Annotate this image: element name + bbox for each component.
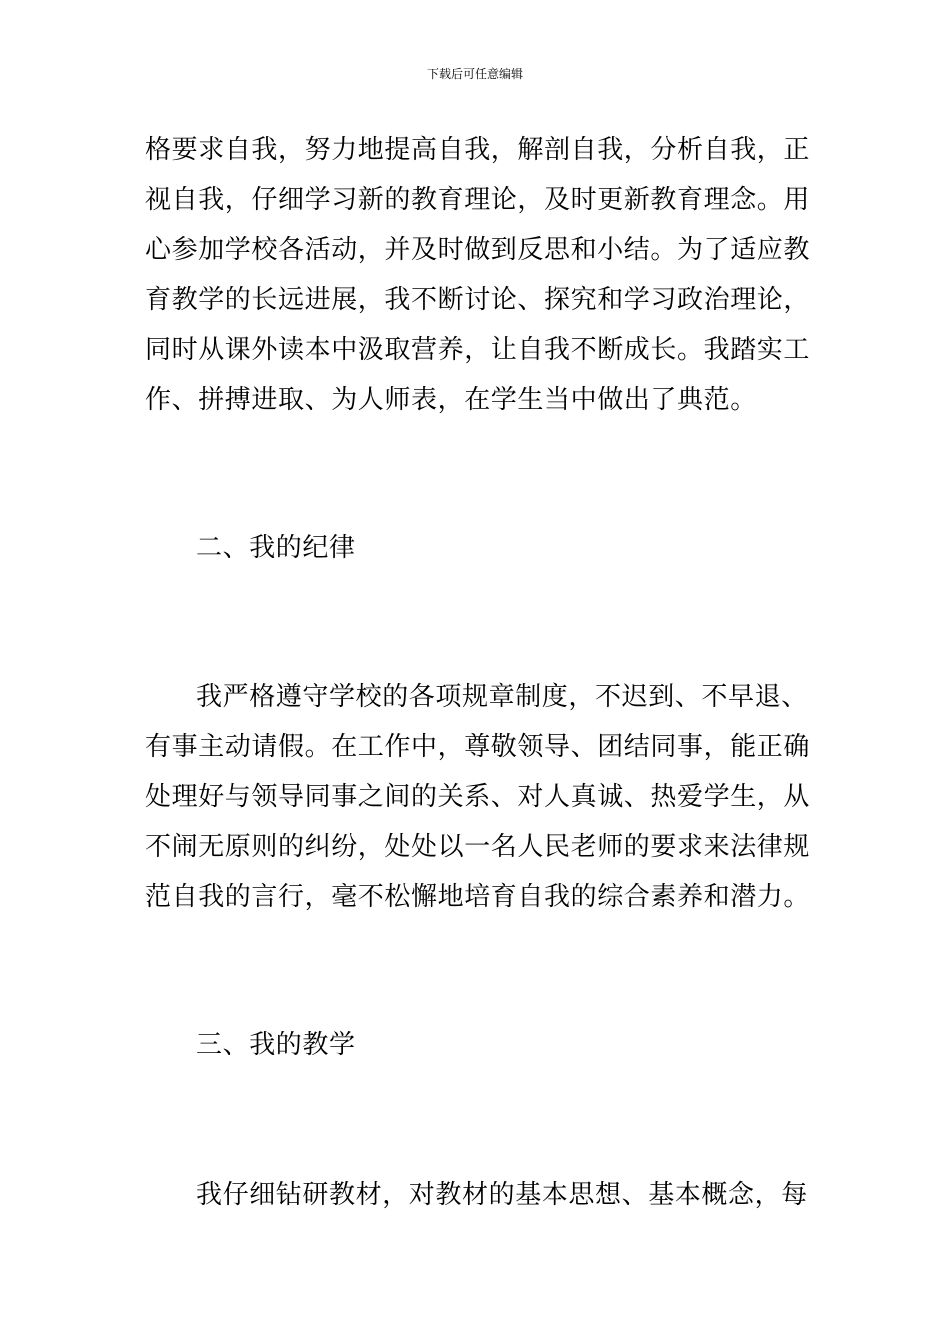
paragraph-line: 不闹无原则的纠纷，处处以一名人民老师的要求来法律规 bbox=[145, 832, 811, 862]
paragraph-line: 视自我，仔细学习新的教育理论，及时更新教育理念。用 bbox=[145, 185, 811, 215]
paragraph-line: 我严格遵守学校的各项规章制度，不迟到、不早退、 bbox=[196, 682, 808, 712]
paragraph-line: 格要求自我，努力地提高自我，解剖自我，分析自我，正 bbox=[145, 135, 811, 165]
paragraph-line: 作、拼搏进取、为人师表，在学生当中做出了典范。 bbox=[145, 385, 757, 415]
paragraph-line: 有事主动请假。在工作中，尊敬领导、团结同事，能正确 bbox=[145, 732, 811, 762]
paragraph-line: 处理好与领导同事之间的关系、对人真诚、热爱学生，从 bbox=[145, 782, 811, 812]
paragraph-line: 心参加学校各活动，并及时做到反思和小结。为了适应教 bbox=[145, 235, 811, 265]
paragraph-line: 我仔细钻研教材，对教材的基本思想、基本概念，每 bbox=[196, 1180, 808, 1210]
page-header-note: 下载后可任意编辑 bbox=[426, 67, 523, 81]
section-heading-discipline: 二、我的纪律 bbox=[196, 533, 356, 563]
paragraph-line: 范自我的言行，毫不松懈地培育自我的综合素养和潜力。 bbox=[145, 882, 811, 912]
paragraph-line: 育教学的长远进展，我不断讨论、探究和学习政治理论， bbox=[145, 285, 811, 315]
section-heading-teaching: 三、我的教学 bbox=[196, 1030, 356, 1060]
paragraph-line: 同时从课外读本中汲取营养，让自我不断成长。我踏实工 bbox=[145, 335, 811, 365]
